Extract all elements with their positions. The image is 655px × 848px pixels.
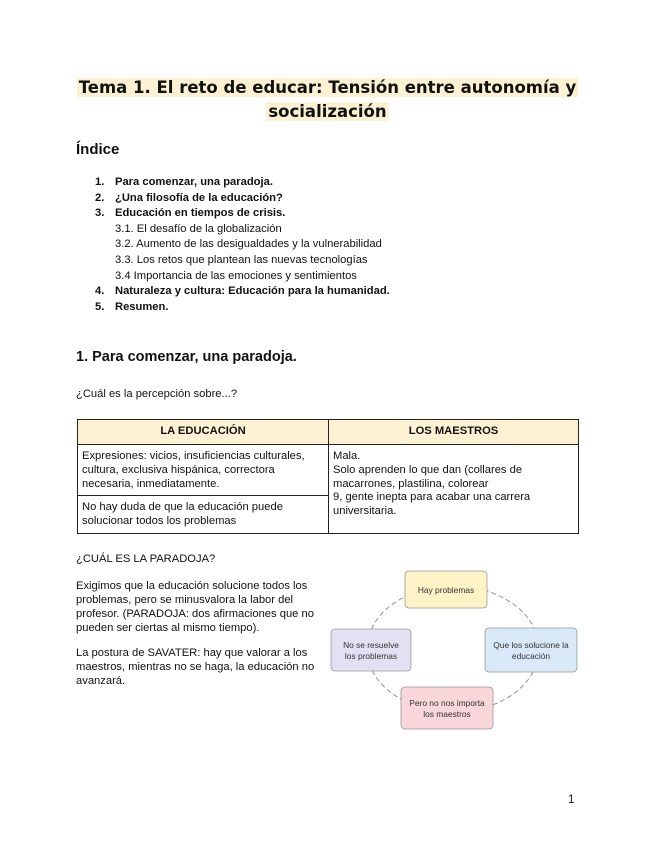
svg-text:educación: educación bbox=[511, 651, 551, 661]
table-header-row bbox=[78, 420, 579, 445]
header-education: LA EDUCACIÓN bbox=[78, 420, 329, 445]
toc-subitem-3-4: 3.4 Importancia de las emociones y sentimientos bbox=[115, 269, 357, 282]
paradox-cycle-diagram bbox=[325, 562, 585, 734]
education-cell-expressions: Expresiones: vicios, insuficiencias culturales, cultura, exclusiva hispánica, correctora necesaria, inmediatamente. bbox=[78, 445, 329, 496]
toc-subitem-3-3: 3.3. Los retos que plantean las nuevas tecnologías bbox=[115, 253, 368, 266]
cycle-node-no-se-resuelve bbox=[331, 629, 411, 671]
cycle-node-hay-problemas bbox=[405, 571, 487, 608]
education-cell-solve: No hay duda de que la educación puede solucionar todos los problemas bbox=[78, 496, 329, 534]
savater-position: La postura de SAVATER: hay que valorar a los maestros, mientras no se haga, la educación no avanzará. bbox=[76, 647, 315, 687]
svg-text:Pero no nos importa: Pero no nos importa bbox=[409, 698, 485, 708]
table-row bbox=[78, 445, 579, 496]
cycle-node-que-los-solucione bbox=[485, 628, 577, 672]
svg-text:No se resuelve: No se resuelve bbox=[343, 640, 399, 650]
toc-item-2: 2. ¿Una filosofía de la educación? bbox=[95, 191, 283, 204]
perception-question: ¿Cuál es la percepción sobre...? bbox=[76, 388, 238, 400]
title-line-2: socialización bbox=[268, 102, 387, 121]
svg-text:los problemas: los problemas bbox=[344, 651, 398, 661]
section-1-heading: 1. Para comenzar, una paradoja. bbox=[76, 349, 297, 365]
toc-item-4: 4. Naturaleza y cultura: Educación para la humanidad. bbox=[95, 285, 390, 298]
page-number: 1 bbox=[568, 794, 575, 806]
header-teachers: LOS MAESTROS bbox=[329, 420, 579, 445]
toc-item-1: 1. Para comenzar, una paradoja. bbox=[95, 176, 273, 188]
paradox-explanation: Exigimos que la educación solucione todos los problemas, pero se minusvalora la labor del profesor. (PARADOJA: dos afirmaciones que no pueden ser ciertas al mismo tiempo). bbox=[76, 580, 314, 634]
svg-text:Que los solucione la: Que los solucione la bbox=[493, 640, 569, 650]
title-line-1: Tema 1. El reto de educar: Tensión entre autonomía y bbox=[78, 78, 577, 97]
comparison-table bbox=[77, 419, 579, 534]
toc-subitem-3-2: 3.2. Aumento de las desigualdades y la vulnerabilidad bbox=[115, 238, 382, 251]
toc-item-3: 3. Educación en tiempos de crisis. bbox=[95, 207, 286, 220]
cycle-node-pero-no-nos-importa bbox=[401, 687, 493, 729]
svg-text:Hay problemas: Hay problemas bbox=[417, 585, 475, 595]
toc-subitem-3-1: 3.1. El desafío de la globalización bbox=[115, 222, 282, 235]
document-title bbox=[60, 76, 595, 124]
svg-text:los maestros: los maestros bbox=[423, 709, 471, 719]
teachers-cell: Mala. Solo aprenden lo que dan (collares de macarrones, plastilina, colorear 9, gente inepta para acabar una carrera universitaria. bbox=[329, 445, 579, 534]
toc-item-5: 5. Resumen. bbox=[95, 300, 169, 313]
table-of-contents bbox=[95, 175, 390, 315]
paradox-question: ¿CUÁL ES LA PARADOJA? bbox=[76, 553, 216, 565]
index-heading: Índice bbox=[76, 141, 120, 158]
